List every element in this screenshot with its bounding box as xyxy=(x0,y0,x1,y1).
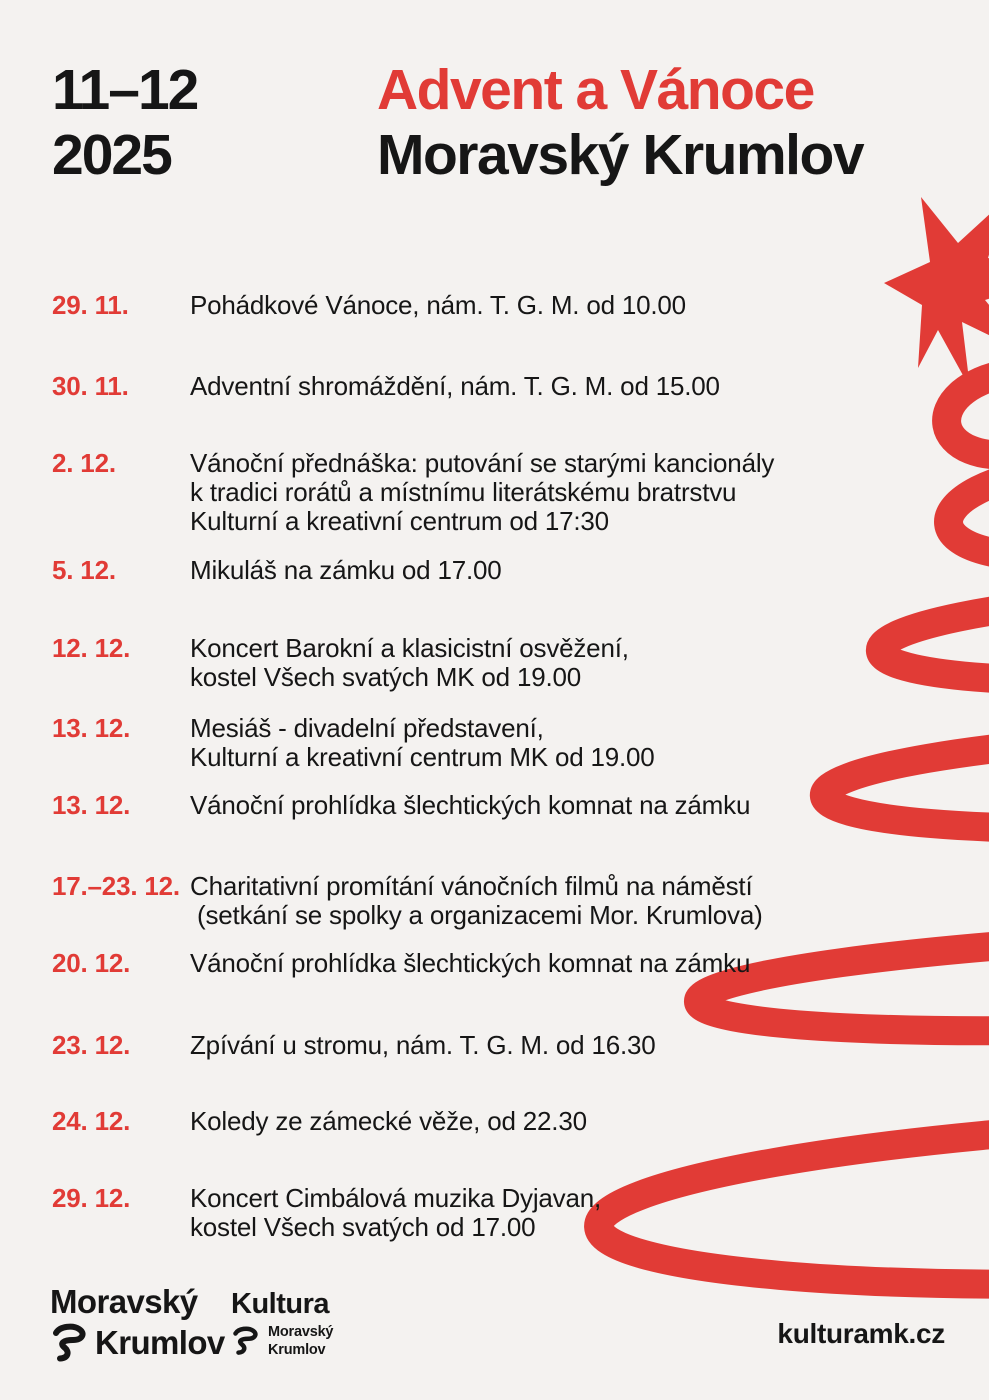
event-date: 29. 12. xyxy=(52,1183,131,1213)
river-meander-icon xyxy=(231,1326,261,1356)
river-meander-icon xyxy=(50,1323,90,1363)
city-logo-line1: Moravský xyxy=(50,1283,198,1320)
event-description: Zpívání u stromu, nám. T. G. M. od 16.30 xyxy=(190,1030,656,1060)
event-description: Mesiáš - divadelní představení, Kulturní a kreativní centrum MK od 19.00 xyxy=(190,713,655,772)
event-date: 13. 12. xyxy=(52,713,131,743)
period-year: 2025 xyxy=(52,123,171,187)
kultura-sub-line1: Moravský xyxy=(268,1324,334,1340)
event-date: 23. 12. xyxy=(52,1030,131,1060)
event-date: 2. 12. xyxy=(52,448,116,478)
event-date: 13. 12. xyxy=(52,790,131,820)
website-url: kulturamk.cz xyxy=(777,1318,945,1349)
page-title-line2: Moravský Krumlov xyxy=(377,123,864,187)
event-description: Pohádkové Vánoce, nám. T. G. M. od 10.00 xyxy=(190,290,686,320)
event-description: Vánoční prohlídka šlechtických komnat na zámku xyxy=(190,948,751,978)
event-date: 5. 12. xyxy=(52,555,116,585)
page-title-line1: Advent a Vánoce xyxy=(377,58,814,122)
event-date: 24. 12. xyxy=(52,1106,131,1136)
event-description: Koledy ze zámecké věže, od 22.30 xyxy=(190,1106,587,1136)
event-description: Mikuláš na zámku od 17.00 xyxy=(190,555,502,585)
event-date: 12. 12. xyxy=(52,633,131,663)
event-date: 30. 11. xyxy=(52,371,129,401)
event-description: Vánoční prohlídka šlechtických komnat na zámku xyxy=(190,790,751,820)
kultura-logo-title: Kultura xyxy=(231,1288,329,1320)
event-description: Adventní shromáždění, nám. T. G. M. od 15.00 xyxy=(190,371,720,401)
kultura-logo-subtext xyxy=(268,1323,333,1359)
event-date: 20. 12. xyxy=(52,948,131,978)
period-months: 11–12 xyxy=(52,58,198,122)
page-title xyxy=(377,58,863,188)
event-description: Vánoční přednáška: putování se starými kancionály k tradici rorátů a místnímu literátskému bratrstvu Kulturní a kreativní centrum od 17:30 xyxy=(190,448,775,536)
event-date: 29. 11. xyxy=(52,290,129,320)
event-description: Charitativní promítání vánočních filmů na náměstí (setkání se spolky a organizacemi Mor. Krumlova) xyxy=(190,871,763,930)
kultura-sub-line2: Krumlov xyxy=(268,1342,326,1358)
kultura-logo xyxy=(231,1288,333,1359)
event-date: 17.–23. 12. xyxy=(52,871,180,901)
city-logo-line2: Krumlov xyxy=(95,1324,225,1361)
event-description: Koncert Barokní a klasicistní osvěžení, kostel Všech svatých MK od 19.00 xyxy=(190,633,629,692)
period-block xyxy=(52,58,197,188)
event-description: Koncert Cimbálová muzika Dyjavan, kostel Všech svatých od 17.00 xyxy=(190,1183,602,1242)
moravsky-krumlov-logo xyxy=(50,1283,225,1363)
